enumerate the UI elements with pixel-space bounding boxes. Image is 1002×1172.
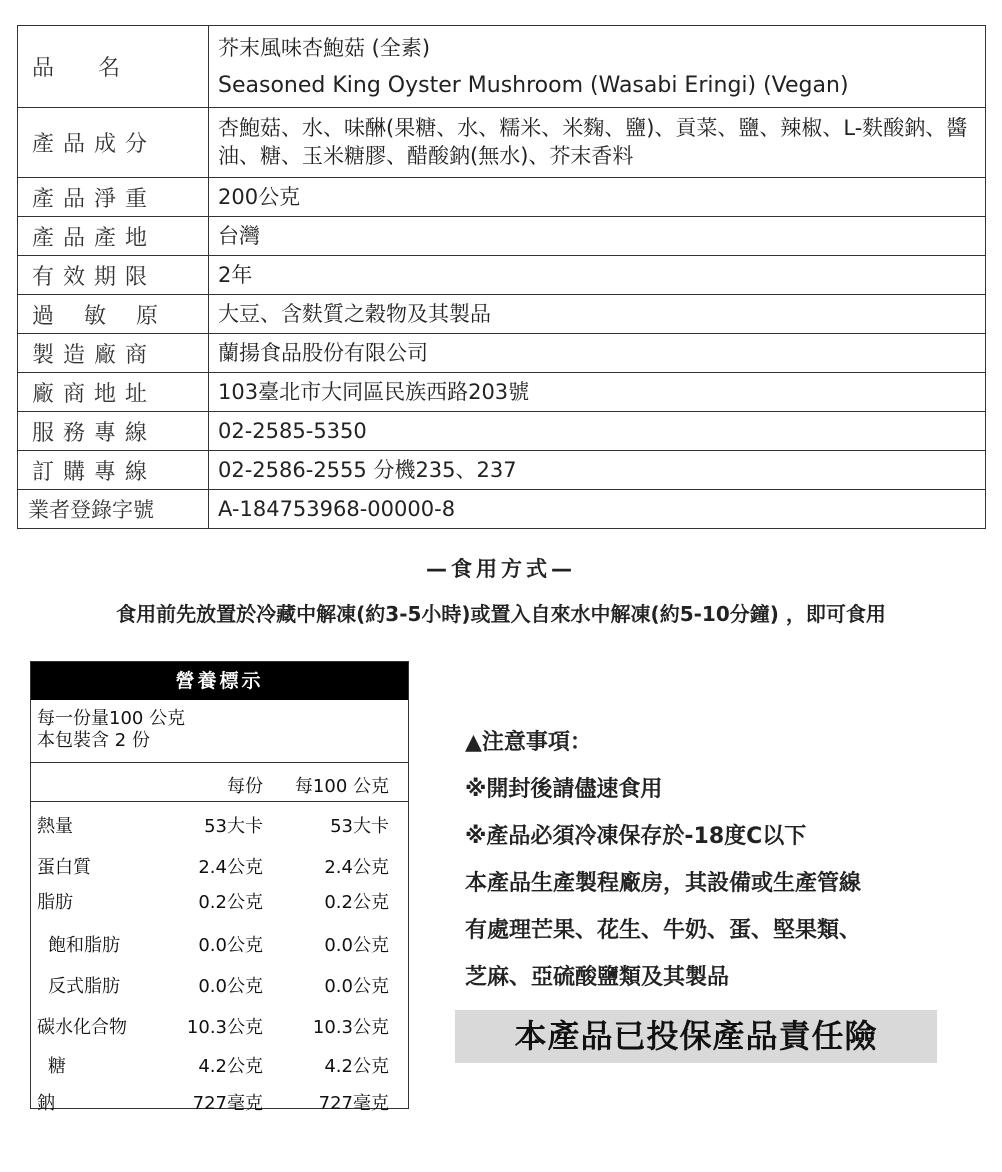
spec-value: 103臺北市大同區民族西路203號 [209, 373, 986, 412]
spec-value: 大豆、含麩質之穀物及其製品 [209, 295, 986, 334]
col-per-serving: 每份 [227, 776, 263, 797]
serving-size: 每一份量100 公克 [37, 708, 186, 729]
spec-label-text: 品 名 [32, 56, 121, 81]
notice-line: 本產品生產製程廠房，其設備或生產管線 [465, 871, 862, 896]
col-per-100g: 每100 公克 [294, 776, 389, 797]
spec-label: 產品淨重 [18, 178, 209, 217]
spec-row [18, 256, 986, 295]
nutrition-row [31, 921, 408, 962]
nutrition-row [31, 884, 408, 921]
nutrition-column-headers [31, 763, 408, 802]
spec-row [18, 490, 986, 529]
spec-label: 廠商地址 [18, 373, 209, 412]
spec-value: A-184753968-00000-8 [209, 490, 986, 529]
nutrient-per-serving: 0.2公克 [198, 892, 263, 913]
nutrient-per-100g: 0.0公克 [324, 935, 389, 956]
spec-row-ingredients [18, 108, 986, 178]
nutrient-name: 蛋白質 [37, 857, 91, 878]
notice-line: ※產品必須冷凍保存於-18度C以下 [465, 824, 807, 849]
spec-row [18, 217, 986, 256]
spec-row [18, 451, 986, 490]
nutrient-per-serving: 0.0公克 [198, 935, 263, 956]
spec-value: 02-2585-5350 [209, 412, 986, 451]
spec-value: 蘭揚食品股份有限公司 [209, 334, 986, 373]
spec-row [18, 412, 986, 451]
nutrition-facts-panel [30, 661, 409, 1114]
spec-row [18, 334, 986, 373]
nutrient-per-serving: 2.4公克 [198, 857, 263, 878]
notice-line: 有處理芒果、花生、牛奶、蛋、堅果類、 [465, 918, 862, 943]
spec-label [18, 108, 209, 178]
notice-line: ※開封後請儘速食用 [465, 777, 663, 802]
nutrient-per-100g: 53大卡 [330, 816, 389, 837]
spec-label [18, 26, 209, 108]
nutrient-per-100g: 727毫克 [318, 1093, 389, 1114]
product-name-en: Seasoned King Oyster Mushroom (Wasabi Eringi) (Vegan) [218, 72, 849, 98]
nutrient-name: 熱量 [37, 816, 73, 837]
nutrition-row [31, 962, 408, 1003]
spec-row-name [18, 26, 986, 108]
nutrient-per-100g: 2.4公克 [324, 857, 389, 878]
spec-row [18, 295, 986, 334]
spec-value [209, 26, 986, 108]
nutrition-serving-info [31, 700, 408, 763]
nutrient-per-serving: 4.2公克 [198, 1056, 263, 1077]
notice-block [465, 719, 965, 1001]
nutrient-per-serving: 727毫克 [192, 1093, 263, 1114]
spec-value: 台灣 [209, 217, 986, 256]
spec-label: 有效期限 [18, 256, 209, 295]
spec-label: 服務專線 [18, 412, 209, 451]
nutrition-row [31, 1079, 408, 1120]
nutrient-per-100g: 0.0公克 [324, 976, 389, 997]
nutrition-title: 營養標示 [31, 662, 408, 700]
nutrient-name: 糖 [48, 1056, 66, 1077]
nutrient-name: 鈉 [37, 1093, 55, 1114]
insurance-banner: 本產品已投保產品責任險 [455, 1010, 937, 1063]
servings-per-package: 本包裝含 2 份 [37, 730, 150, 751]
spec-label: 業者登錄字號 [18, 490, 209, 529]
spec-label: 製造廠商 [18, 334, 209, 373]
nutrient-per-serving: 0.0公克 [198, 976, 263, 997]
notice-title: ▲注意事項： [465, 730, 592, 755]
ingredients-value: 杏鮑菇、水、味醂(果糖、水、糯米、米麴、鹽)、貢菜、鹽、辣椒、L-麩酸鈉、醬油、糖、玉米糖膠、醋酸鈉(無水)、芥末香料 [209, 108, 986, 178]
nutrient-name: 碳水化合物 [37, 1017, 127, 1038]
spec-value: 2年 [209, 256, 986, 295]
nutrient-per-serving: 10.3公克 [186, 1017, 263, 1038]
spec-label-text: 產品成分 [32, 132, 157, 157]
spec-row [18, 373, 986, 412]
nutrient-per-serving: 53大卡 [204, 816, 263, 837]
product-name-zh: 芥末風味杏鮑菇 (全素) [218, 35, 431, 60]
spec-row [18, 178, 986, 217]
nutrition-row [31, 843, 408, 884]
spec-label: 訂購專線 [18, 451, 209, 490]
spec-label: 過敏原 [18, 295, 209, 334]
usage-instructions: 食用前先放置於冷藏中解凍(約3-5小時)或置入自來水中解凍(約5-10分鐘) ，即可食用 [116, 602, 886, 626]
product-spec-table [17, 25, 986, 529]
nutrition-row [31, 1003, 408, 1042]
nutrient-per-100g: 0.2公克 [324, 892, 389, 913]
spec-value: 02-2586-2555 分機235、237 [209, 451, 986, 490]
spec-value: 200公克 [209, 178, 986, 217]
nutrient-name: 脂肪 [37, 892, 73, 913]
spec-label: 產品產地 [18, 217, 209, 256]
nutrient-per-100g: 10.3公克 [312, 1017, 389, 1038]
nutrient-name: 飽和脂肪 [48, 935, 120, 956]
nutrient-name: 反式脂肪 [48, 976, 120, 997]
nutrition-row [31, 1042, 408, 1079]
nutrition-row [31, 802, 408, 843]
nutrient-per-100g: 4.2公克 [324, 1056, 389, 1077]
notice-line: 芝麻、亞硫酸鹽類及其製品 [465, 965, 730, 990]
usage-title: —食用方式— [426, 557, 576, 581]
